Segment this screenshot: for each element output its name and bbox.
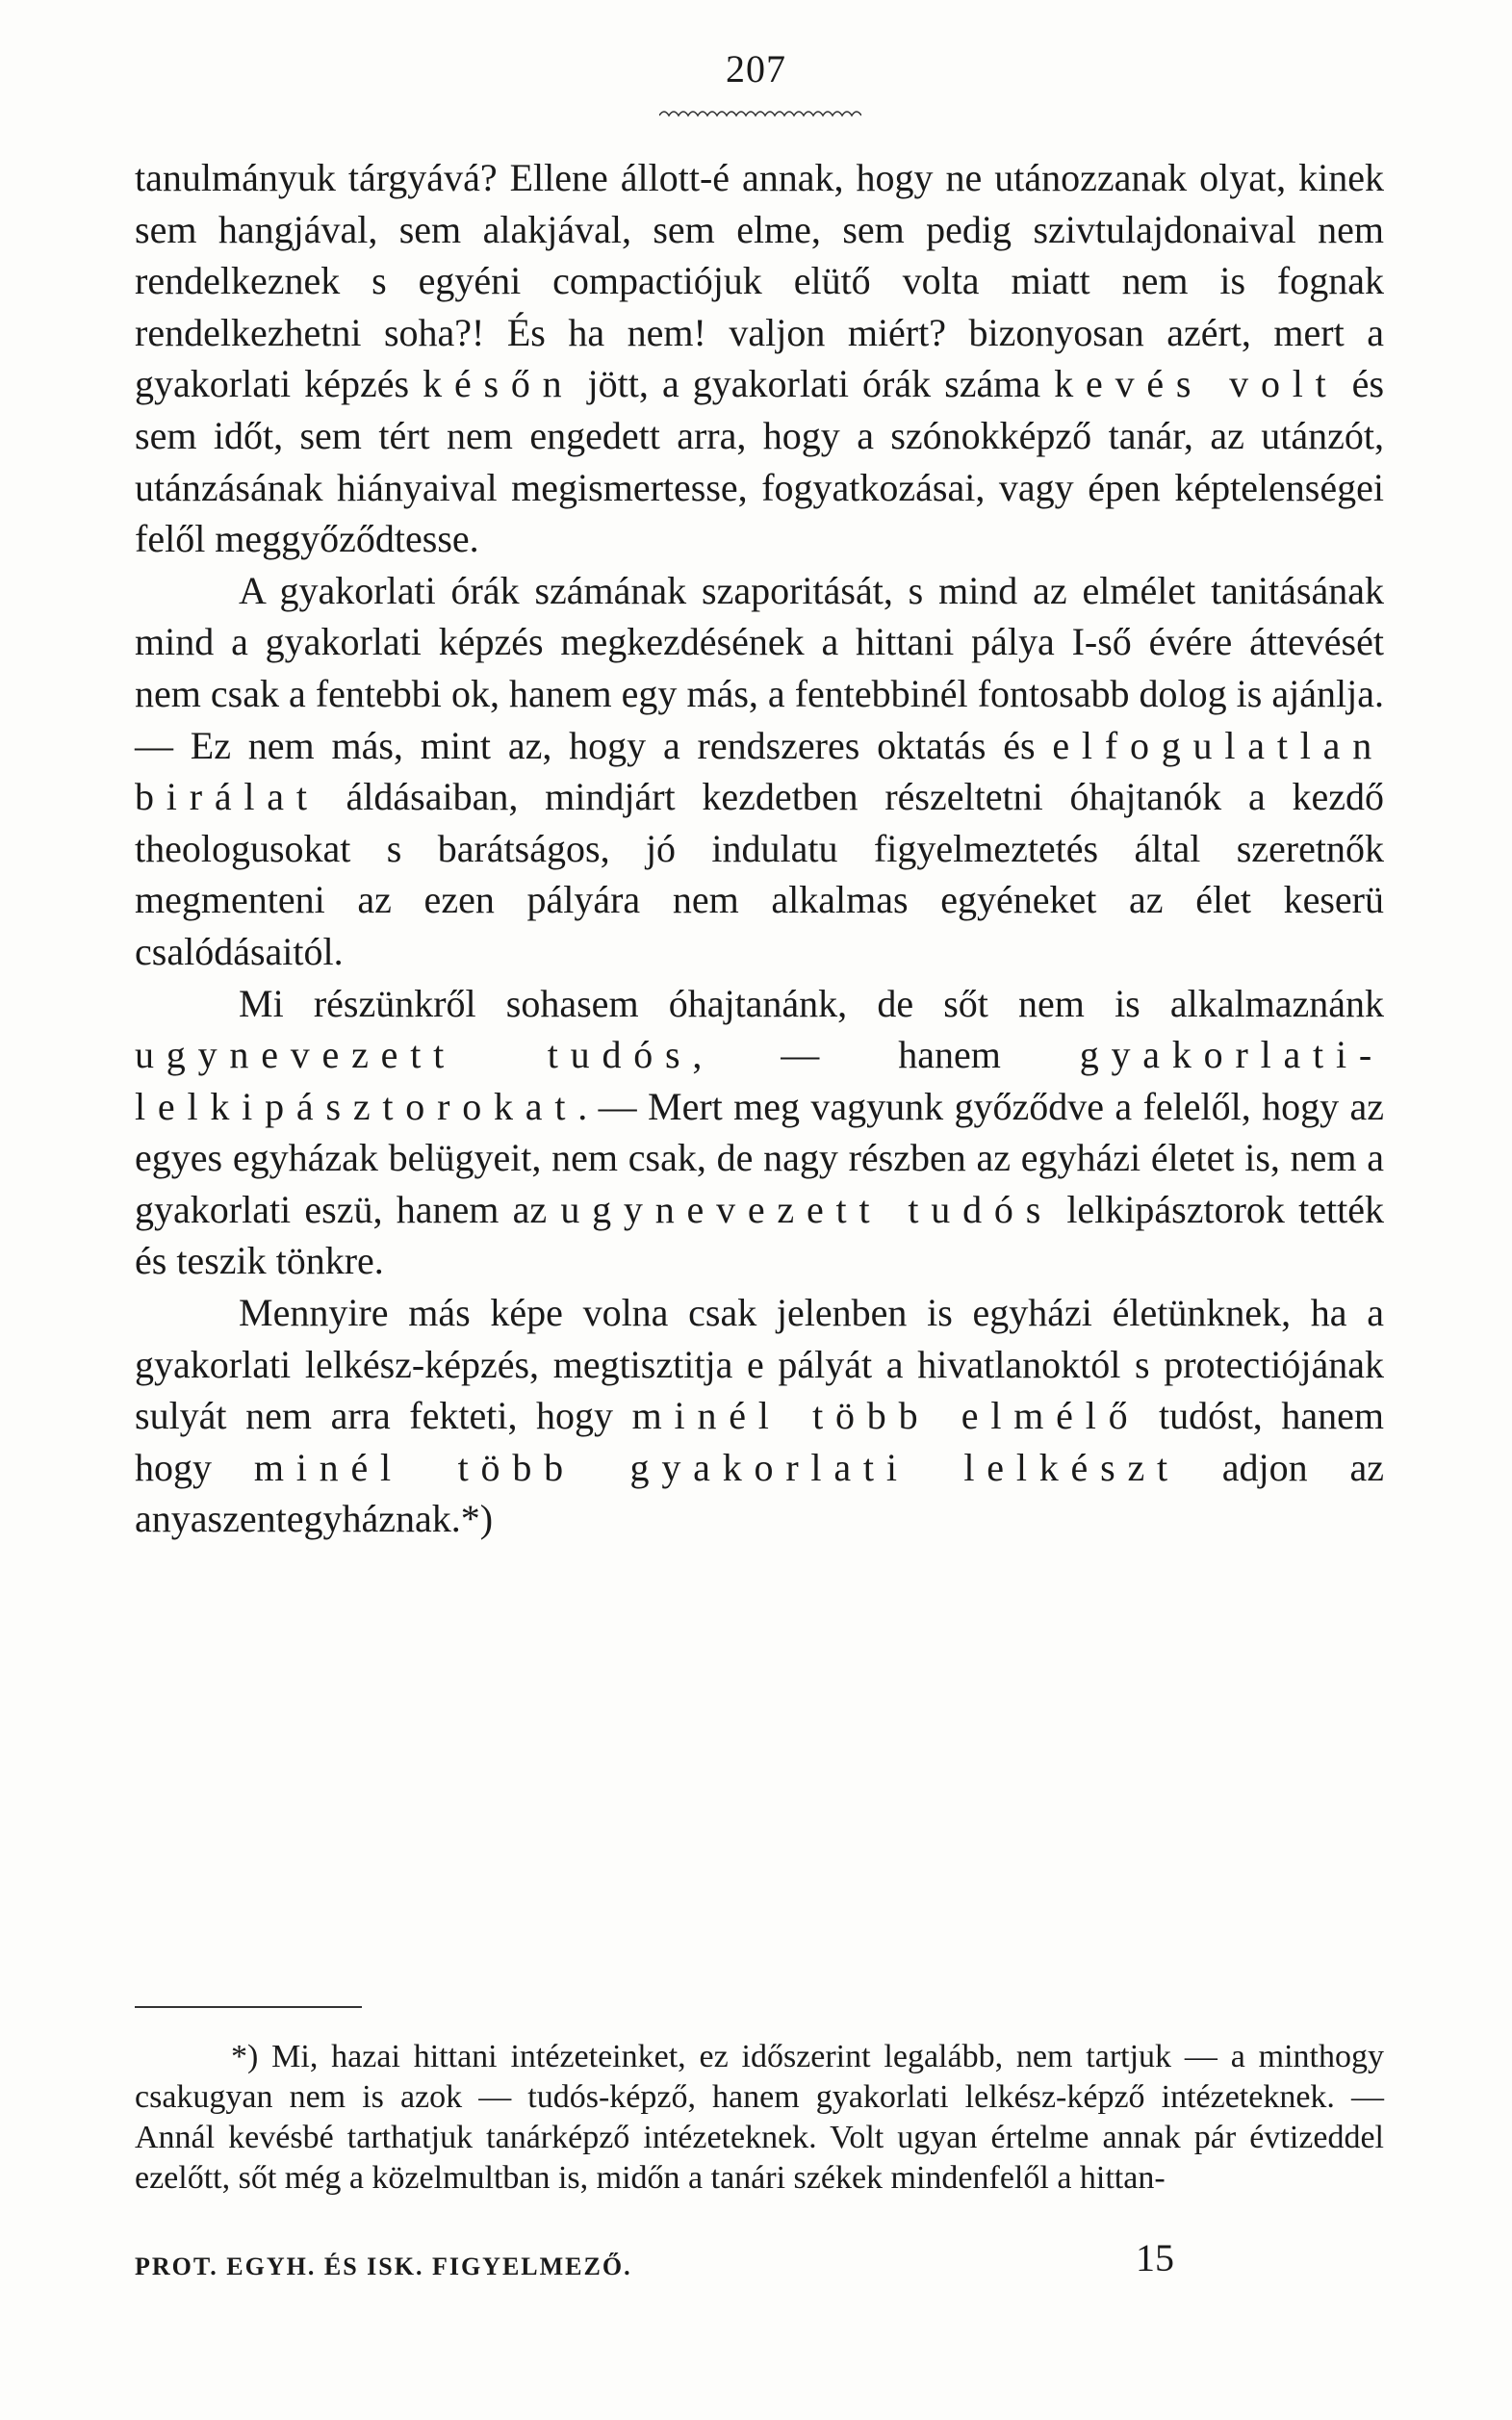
- footnote: [135, 2037, 1384, 2199]
- body-paragraph: [135, 152, 1384, 565]
- footer-signature: PROT. EGYH. ÉS ISK. FIGYELMEZŐ.: [135, 2253, 632, 2280]
- body-paragraph: [135, 1287, 1384, 1545]
- text-run: tudóst, hanem hogy: [135, 1394, 1385, 1489]
- spaced-emphasis: későn: [423, 362, 575, 406]
- text-run: A gyakorlati órák számának szaporitását, s mind az elmélet tanitásának mind a gyakorlati képzés megkezdésének a hittani pálya I-ső évére áttevését nem csak a fentebbi ok, hanem egy más, a fentebbinél fontosabb dolog is ajánlja. — Ez nem más, mint az, hogy a rendszeres oktatás és: [135, 568, 1384, 767]
- spaced-emphasis: gyakorlati-lelkipásztorokat: [135, 1033, 1384, 1128]
- text-run: Mennyire más képe volna csak jelenben is egyházi életünknek, ha a gyakorlati lelkész-képzés, megtisztitja e pályát a hivatlanoktól s protectiójának sulyát nem arra fekteti, hogy: [135, 1291, 1384, 1438]
- header-ornament: [659, 106, 861, 119]
- footnote-text: *) Mi, hazai hittani intézeteinket, ez időszerint legalább, nem tartjuk — a minthogy csakugyan nem is azok — tudós-képző, hanem gyakorlati lelkész-képző intézeteknek. — Annál kevésbé tarthatjuk tanárképző intézeteknek. Volt ugyan értelme annak pár évtizeddel ezelőtt, sőt még a közelmultban is, midőn a tanári székek mindenfelől a hittan-: [135, 2039, 1384, 2196]
- footnote-divider: [135, 2006, 362, 2008]
- text-run: adjon az anyaszentegyháznak.*): [135, 1445, 1385, 1541]
- spaced-emphasis: minél több elmélő: [631, 1394, 1140, 1438]
- text-run: jött, a gyakorlati órák száma: [574, 362, 1055, 406]
- text-run: lelkipásztorok tették és teszik tönkre.: [135, 1187, 1384, 1283]
- text-run: . — Mert meg vagyunk győződve a felelől, hogy az egyes egyházak belügyeit, nem csak, de nagy részben az egyházi életet is, nem a gyakorlati eszü, hanem az: [135, 1084, 1384, 1231]
- text-run: áldásaiban, mindjárt kezdetben részeltetni óhajtanók a kezdő theologusokat s barátságos, jó indulatu figyelmeztetés által szeretnők megmenteni az ezen pályára nem alkalmas egyéneket az élet keserü csalódásaitól.: [135, 775, 1384, 973]
- text-run: , — hanem: [692, 1033, 1080, 1077]
- body-text: [135, 152, 1384, 1545]
- footer-sheet-number: 15: [1136, 2236, 1174, 2279]
- spaced-emphasis: kevés volt: [1054, 362, 1339, 406]
- text-run: Mi részünkről sohasem óhajtanánk, de sőt nem is alkalmaznánk: [239, 981, 1384, 1025]
- text-run: és sem időt, sem tért nem engedett arra, hogy a szónokképző tanár, az utánzót, utánzásának hiányaival megismertesse, fogyatkozásai, vagy épen képtelenségei felől meggyőződtesse.: [135, 362, 1385, 561]
- spaced-emphasis: minél több gyakorlati lelkészt: [253, 1445, 1180, 1489]
- body-paragraph: [135, 565, 1384, 978]
- body-paragraph: [135, 978, 1384, 1288]
- spaced-emphasis: ugynevezett tudós: [135, 1033, 693, 1077]
- spaced-emphasis: ugynevezett tudós: [560, 1187, 1054, 1231]
- spaced-emphasis: elfogulatlan birálat: [135, 723, 1384, 819]
- text-run: tanulmányuk tárgyává? Ellene állott-é annak, hogy ne utánozzanak olyat, kinek sem hangjával, sem alakjával, sem elme, sem pedig szivtulajdonaival nem rendelkeznek s egyéni compactiójuk elütő volta miatt nem is fognak rendelkezhetni soha?! És ha nem! valjon miért? bizonyosan azért, mert a gyakorlati képzés: [135, 156, 1384, 406]
- page-number: 207: [726, 47, 786, 90]
